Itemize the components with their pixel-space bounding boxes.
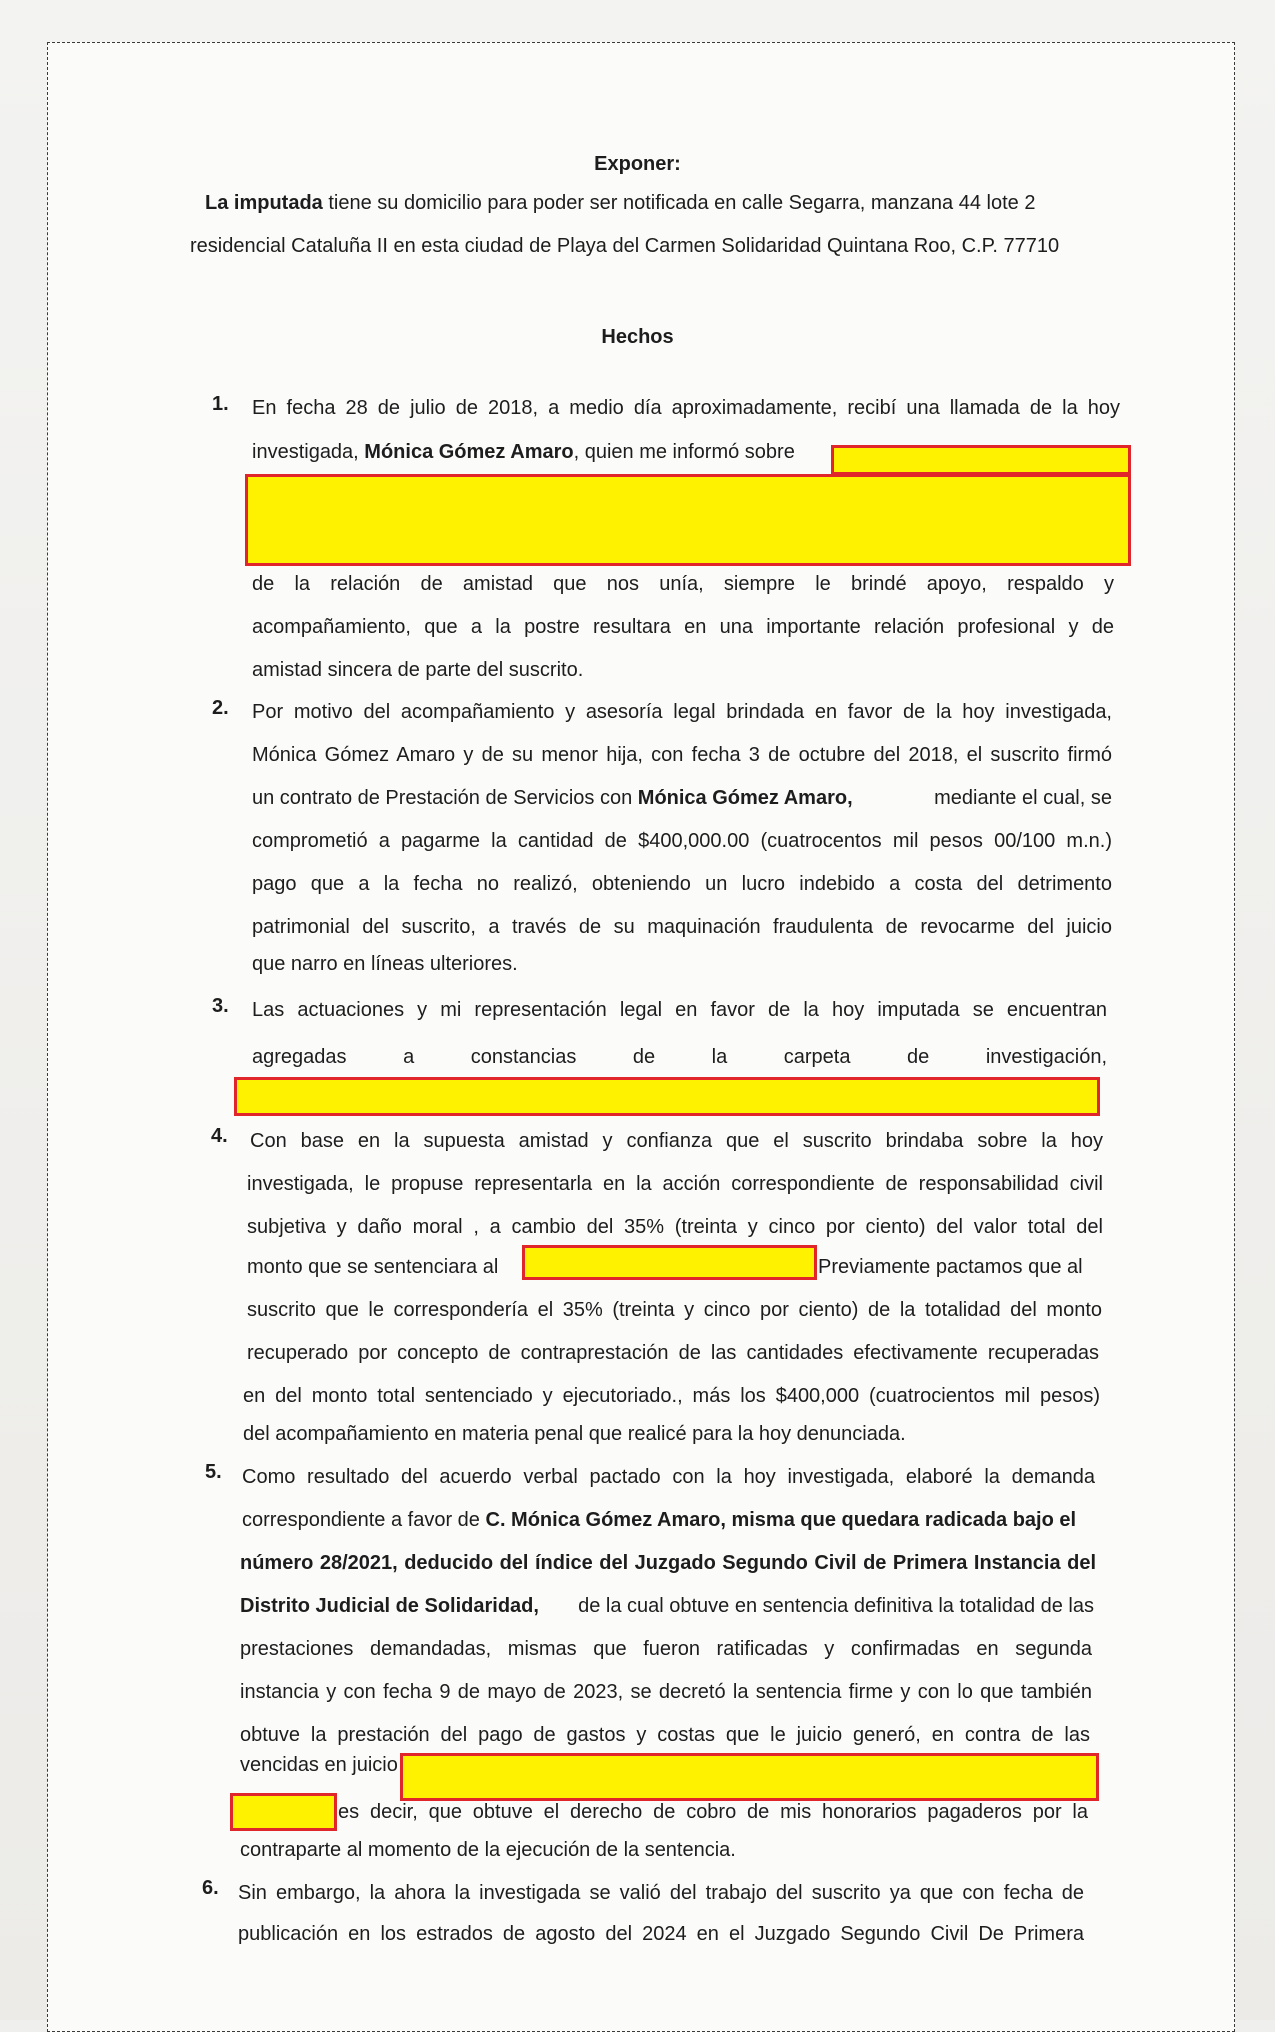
item-3-number: 3.	[212, 995, 229, 1017]
item-4-line-4-start: monto que se sentenciara al	[247, 1256, 499, 1278]
redaction-box	[245, 474, 1131, 566]
item-5-line-4: Distrito Judicial de Solidaridad, de la cual obtuve en sentencia definitiva la totalidad de las	[240, 1595, 1094, 1617]
item-6-number: 6.	[202, 1877, 219, 1899]
item-5-line-7: obtuve la prestación del pago de gastos y costas que le juicio generó, en contra de las	[240, 1724, 1090, 1746]
item-3-line-2: agregadas a constancias de la carpeta de investigación,	[252, 1046, 1107, 1068]
item-5-line-3: número 28/2021, deducido del índice del Juzgado Segundo Civil de Primera Instancia del	[240, 1552, 1096, 1574]
redaction-box	[234, 1077, 1100, 1116]
item-3-line-1: Las actuaciones y mi representación legal en favor de la hoy imputada se encuentran	[252, 999, 1107, 1021]
item-6-line-1: Sin embargo, la ahora la investigada se valió del trabajo del suscrito ya que con fecha de	[238, 1882, 1084, 1904]
redaction-box	[831, 445, 1131, 475]
redaction-box	[522, 1245, 817, 1280]
item-6-line-2: publicación en los estrados de agosto del 2024 en el Juzgado Segundo Civil De Primera	[238, 1923, 1084, 1945]
item-2-line-1: Por motivo del acompañamiento y asesoría legal brindada en favor de la hoy investigada,	[252, 701, 1112, 723]
item-2-number: 2.	[212, 697, 229, 719]
item-4-line-8: del acompañamiento en materia penal que realicé para la hoy denunciada.	[243, 1423, 906, 1445]
item-1-line-3: de la relación de amistad que nos unía, siempre le brindé apoyo, respaldo y	[252, 573, 1114, 595]
item-2-line-6: patrimonial del suscrito, a través de su maquinación fraudulenta de revocarme del juicio	[252, 916, 1112, 938]
item-4-line-1: Con base en la supuesta amistad y confianza que el suscrito brindaba sobre la hoy	[250, 1130, 1103, 1152]
item-1-line-4: acompañamiento, que a la postre resultara en una importante relación profesional y de	[252, 616, 1114, 638]
item-5-line-2: correspondiente a favor de C. Mónica Gómez Amaro, misma que quedara radicada bajo el	[242, 1509, 1077, 1531]
item-4-line-3: subjetiva y daño moral , a cambio del 35% (treinta y cinco por ciento) del valor total del	[247, 1216, 1103, 1238]
heading-exponer: Exponer:	[594, 153, 681, 175]
item-4-line-7: en del monto total sentenciado y ejecutoriado., más los $400,000 (cuatrocientos mil pesos)	[243, 1385, 1100, 1407]
item-1-line-2: investigada, Mónica Gómez Amaro, quien me informó sobre	[252, 441, 795, 463]
item-2-line-7: que narro en líneas ulteriores.	[252, 953, 518, 975]
item-1-line-1: En fecha 28 de julio de 2018, a medio día aproximadamente, recibí una llamada de la hoy	[252, 397, 1120, 419]
item-5-line-8: vencidas en juicio	[240, 1754, 398, 1776]
item-5-line-9: es decir, que obtuve el derecho de cobro de mis honorarios pagaderos por la	[338, 1801, 1088, 1823]
item-2-line-3: un contrato de Prestación de Servicios con Mónica Gómez Amaro, mediante el cual, se	[252, 787, 1112, 809]
item-2-line-5: pago que a la fecha no realizó, obteniendo un lucro indebido a costa del detrimento	[252, 873, 1112, 895]
item-5-line-1: Como resultado del acuerdo verbal pactado con la hoy investigada, elaboré la demanda	[242, 1466, 1095, 1488]
item-4-line-2: investigada, le propuse representarla en la acción correspondiente de responsabilidad civil	[247, 1173, 1103, 1195]
item-4-line-5: suscrito que le correspondería el 35% (treinta y cinco por ciento) de la totalidad del monto	[247, 1299, 1102, 1321]
redaction-box	[400, 1753, 1099, 1801]
item-1-number: 1.	[212, 393, 229, 415]
item-4-line-4-end: Previamente pactamos que al	[818, 1256, 1083, 1278]
item-5-line-5: prestaciones demandadas, mismas que fueron ratificadas y confirmadas en segunda	[240, 1638, 1092, 1660]
item-4-number: 4.	[211, 1125, 228, 1147]
item-5-line-6: instancia y con fecha 9 de mayo de 2023, se decretó la sentencia firme y con lo que también	[240, 1681, 1092, 1703]
heading-hechos: Hechos	[601, 326, 674, 348]
item-5-number: 5.	[205, 1461, 222, 1483]
intro-line-1: La imputada tiene su domicilio para poder ser notificada en calle Segarra, manzana 44 lote 2	[205, 192, 1036, 214]
item-5-line-10: contraparte al momento de la ejecución de la sentencia.	[240, 1839, 736, 1861]
item-2-line-2: Mónica Gómez Amaro y de su menor hija, con fecha 3 de octubre del 2018, el suscrito firmó	[252, 744, 1112, 766]
redaction-box	[230, 1793, 337, 1831]
item-1-line-5: amistad sincera de parte del suscrito.	[252, 659, 584, 681]
item-2-line-4: comprometió a pagarme la cantidad de $400,000.00 (cuatrocentos mil pesos 00/100 m.n.)	[252, 830, 1112, 852]
intro-line-2: residencial Cataluña II en esta ciudad de Playa del Carmen Solidaridad Quintana Roo, C.P. 77710	[190, 235, 1060, 257]
item-4-line-6: recuperado por concepto de contraprestación de las cantidades efectivamente recuperadas	[247, 1342, 1099, 1364]
